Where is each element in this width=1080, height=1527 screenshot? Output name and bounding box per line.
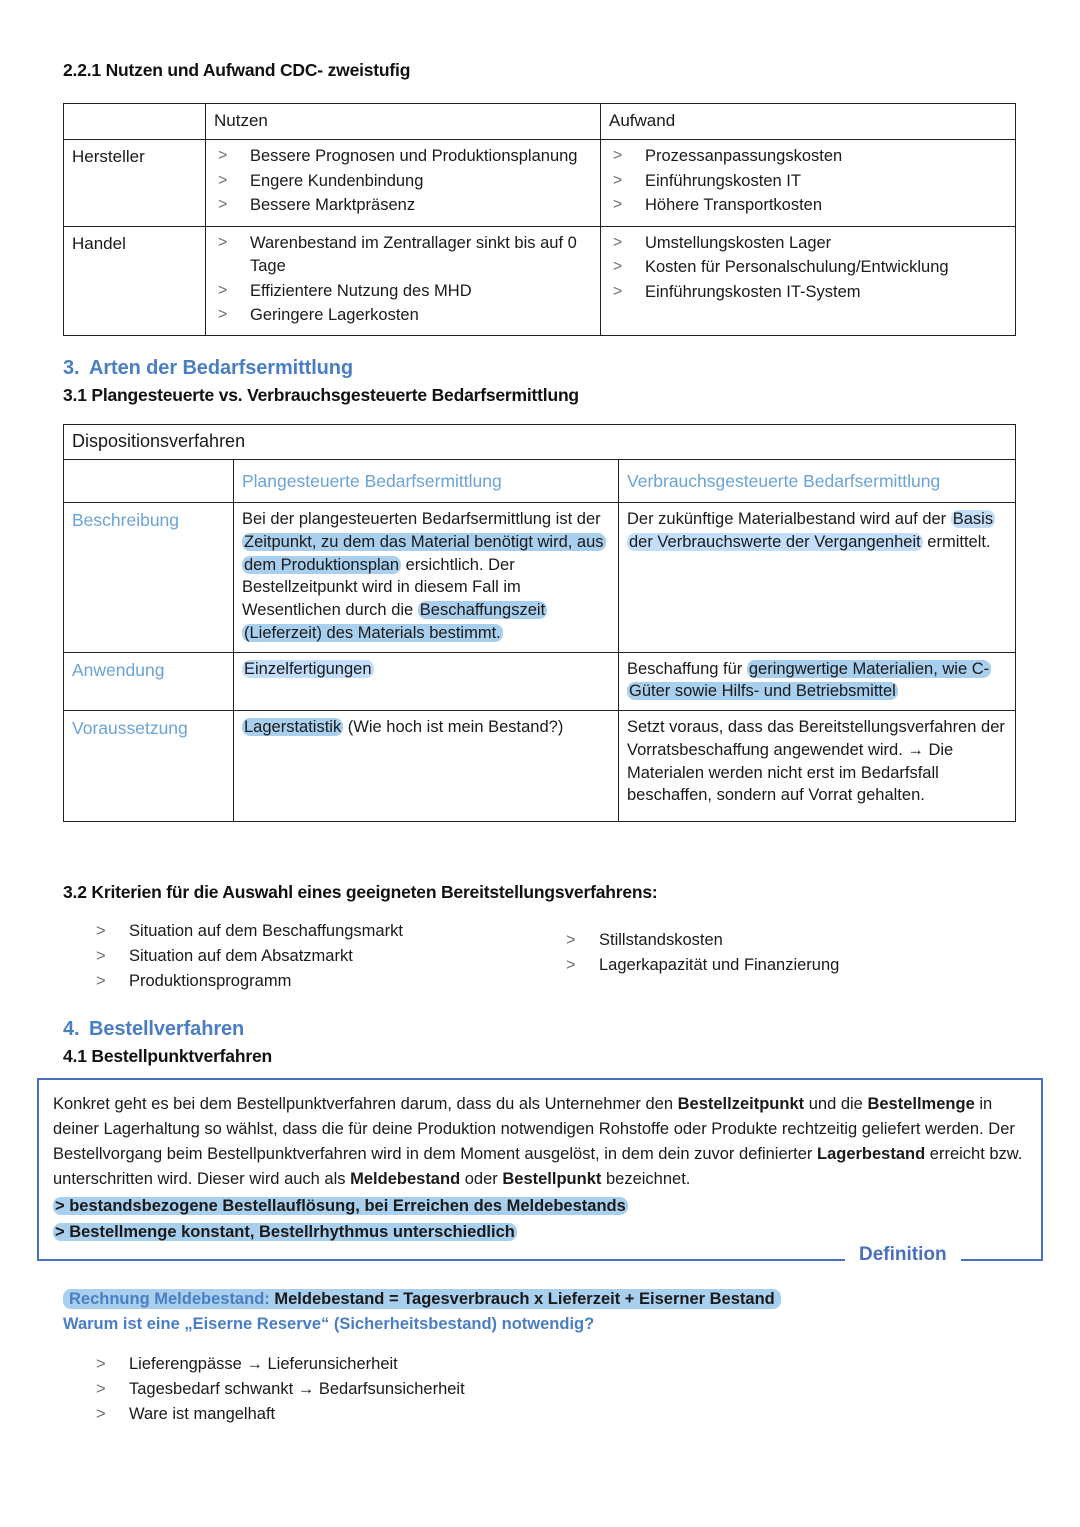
list-item: > Geringere Lagerkosten (214, 304, 592, 327)
list-item: > Bessere Prognosen und Produktionsplanung (214, 145, 592, 168)
definition-bullet-2 (53, 1220, 1027, 1245)
table-dispositionsverfahren-wrapper (63, 424, 1016, 822)
list-item: > Kosten für Personalschulung/Entwicklung (609, 256, 1007, 279)
table-row (64, 140, 1016, 226)
highlight-fragment: > Bestellmenge konstant, Bestellrhythmus unterschiedlich (55, 1223, 515, 1242)
list-item: > Ware ist mangelhaft (96, 1402, 716, 1427)
section-4-title: Bestellverfahren (89, 1018, 245, 1040)
table-row-caption (64, 425, 1016, 460)
text-fragment: erreicht bzw. unterschritten wird. Dieser wird auch als (53, 1145, 1023, 1189)
cell-hersteller-nutzen (206, 140, 601, 226)
criteria-list-left (96, 919, 566, 994)
table-header-verbrauchsgesteuerte: Verbrauchsgesteuerte Bedarfsermittlung (619, 459, 1016, 502)
criteria-list-right (566, 928, 996, 978)
list-item: > Prozessanpassungskosten (609, 145, 1007, 168)
list-item: > Situation auf dem Beschaffungsmarkt (96, 919, 566, 944)
text-bold: Bestellzeitpunkt (677, 1095, 805, 1113)
row-label-beschreibung: Beschreibung (64, 502, 234, 652)
cell-voraussetzung-verbrauchsgesteuert: Setzt voraus, dass das Bereitstellungsverfahren der Vorratsbeschaffung angewendet wird. → Die Materialen werden nicht erst im Bedarfsfall beschaffen, sondern auf Vorrat gehalten. (619, 711, 1016, 822)
section-3-number: 3. (63, 357, 80, 379)
highlight-fragment: Basis der Verbrauchswerte der Vergangenheit (629, 509, 994, 551)
definition-label: Definition (845, 1244, 961, 1266)
bullet-list (214, 232, 592, 328)
list-item: > Umstellungskosten Lager (609, 232, 1007, 255)
list-item: > Effizientere Nutzung des MHD (214, 280, 592, 303)
bullet-list (214, 145, 592, 217)
highlight-fragment: Beschaffungszeit (Lieferzeit) des Materials bestimmt. (244, 601, 546, 642)
table-dispositionsverfahren (63, 424, 1016, 822)
cell-anwendung-plangesteuert (234, 652, 619, 711)
definition-bullet-1 (53, 1194, 1027, 1219)
text-bold: Lagerbestand (816, 1145, 926, 1164)
cell-beschreibung-verbrauchsgesteuert (619, 502, 1016, 652)
table-nutzen-aufwand (63, 103, 1016, 336)
table-header-aufwand: Aufwand (601, 104, 1016, 140)
section-3-heading (63, 357, 353, 380)
cell-hersteller-aufwand (601, 140, 1016, 226)
table-row (64, 502, 1016, 652)
highlight-fragment: > bestandsbezogene Bestellauflösung, bei Erreichen des Meldebestands (55, 1197, 626, 1216)
list-item: > Produktionsprogramm (96, 969, 566, 994)
list-item: > Warenbestand im Zentrallager sinkt bis auf 0 Tage (214, 232, 592, 279)
table-cell-empty (64, 104, 206, 140)
section-31-heading: 3.1 Plangesteuerte vs. Verbrauchsgesteuerte Bedarfsermittlung (63, 385, 579, 405)
section-4-number: 4. (63, 1018, 80, 1040)
highlight-fragment: Zeitpunkt, zu dem das Material benötigt wird, aus dem Produktionsplan (244, 532, 604, 574)
table-row (64, 711, 1016, 822)
table-cell-empty (64, 459, 234, 502)
text-bold: Bestellpunkt (502, 1170, 602, 1189)
row-label-voraussetzung: Voraussetzung (64, 711, 234, 822)
row-label-hersteller: Hersteller (64, 140, 206, 226)
table-row-header (64, 459, 1016, 502)
list-item: > Tagesbedarf schwankt → Bedarfsunsicherheit (96, 1377, 716, 1402)
cell-handel-aufwand (601, 226, 1016, 336)
table-row (64, 226, 1016, 336)
section-221-heading: 2.2.1 Nutzen und Aufwand CDC- zweistufig (63, 60, 411, 80)
table-nutzen-aufwand-wrapper (63, 103, 1016, 336)
list-item: > Lieferengpässe → Lieferunsicherheit (96, 1352, 716, 1377)
cell-voraussetzung-plangesteuert (234, 711, 619, 822)
table-caption-dispositionsverfahren: Dispositionsverfahren (64, 425, 1016, 460)
definition-box (37, 1078, 1043, 1261)
text-fragment: Beschaffung für (627, 659, 747, 678)
question-eiserne-reserve: Warum ist eine „Eiserne Reserve“ (Sicherheitsbestand) notwendig? (63, 1315, 595, 1333)
list-item: > Einführungskosten IT (609, 170, 1007, 193)
bullet-list (609, 232, 1007, 304)
table-header-plangesteuerte: Plangesteuerte Bedarfsermittlung (234, 459, 619, 502)
cell-beschreibung-plangesteuert (234, 502, 619, 652)
cell-handel-nutzen (206, 226, 601, 336)
table-row-header (64, 104, 1016, 140)
list-item: > Engere Kundenbindung (214, 170, 592, 193)
table-row (64, 652, 1016, 711)
table-header-nutzen: Nutzen (206, 104, 601, 140)
text-fragment: oder (460, 1170, 503, 1189)
formula-equation: Meldebestand = Tagesverbrauch x Lieferzeit + Eiserner Bestand (274, 1290, 775, 1308)
list-item: > Lagerkapazität und Finanzierung (566, 953, 996, 978)
list-item: > Bessere Marktpräsenz (214, 194, 592, 217)
text-bold: Meldebestand (350, 1170, 461, 1189)
text-fragment: Bei der plangesteuerten Bedarfsermittlung ist der (242, 509, 601, 528)
text-fragment: Konkret geht es bei dem Bestellpunktverfahren darum, dass du als Unternehmer den (53, 1095, 678, 1113)
text-fragment: und die (804, 1095, 868, 1113)
list-item: > Stillstandskosten (566, 928, 996, 953)
text-fragment: bezeichnet. (601, 1170, 691, 1189)
bullet-list (609, 145, 1007, 217)
text-fragment: (Wie hoch ist mein Bestand?) (343, 718, 564, 737)
highlight-fragment: geringwertige Materialien, wie C-Güter sowie Hilfs- und Betriebsmittel (629, 659, 990, 701)
section-4-heading (63, 1018, 244, 1041)
highlight-fragment: Lagerstatistik (244, 718, 342, 737)
formula-line (63, 1290, 781, 1309)
text-fragment: ermittelt. (922, 532, 991, 551)
text-bold: Bestellmenge (867, 1095, 975, 1113)
definition-paragraph (53, 1092, 1027, 1192)
text-fragment: in deiner Lagerhaltung so wählst, dass die für deine Produktion notwendigen Rohstoffe oder Produkte rechtzeitig geliefert werden. Der Bestellvorgang beim Bestellpunktverfahren wird in dem Moment ausgelöst, in dem dein zuvor definierter (53, 1095, 1015, 1164)
row-label-handel: Handel (64, 226, 206, 336)
list-item: > Höhere Transportkosten (609, 194, 1007, 217)
row-label-anwendung: Anwendung (64, 652, 234, 711)
section-3-title: Arten der Bedarfsermittlung (89, 357, 354, 379)
reasons-list (96, 1352, 716, 1427)
section-32-heading: 3.2 Kriterien für die Auswahl eines geeigneten Bereitstellungsverfahrens: (63, 882, 658, 902)
list-item: > Situation auf dem Absatzmarkt (96, 944, 566, 969)
text-fragment: Der zukünftige Materialbestand wird auf der (627, 509, 951, 528)
cell-anwendung-verbrauchsgesteuert (619, 652, 1016, 711)
formula-label: Rechnung Meldebestand: (69, 1290, 270, 1308)
highlight-fragment: Einzelfertigungen (244, 659, 372, 678)
text-fragment: ersichtlich. Der Bestellzeitpunkt wird in diesem Fall im Wesentlichen durch die (242, 555, 521, 620)
formula-highlight (63, 1289, 781, 1309)
section-41-heading: 4.1 Bestellpunktverfahren (63, 1046, 272, 1066)
list-item: > Einführungskosten IT-System (609, 281, 1007, 304)
